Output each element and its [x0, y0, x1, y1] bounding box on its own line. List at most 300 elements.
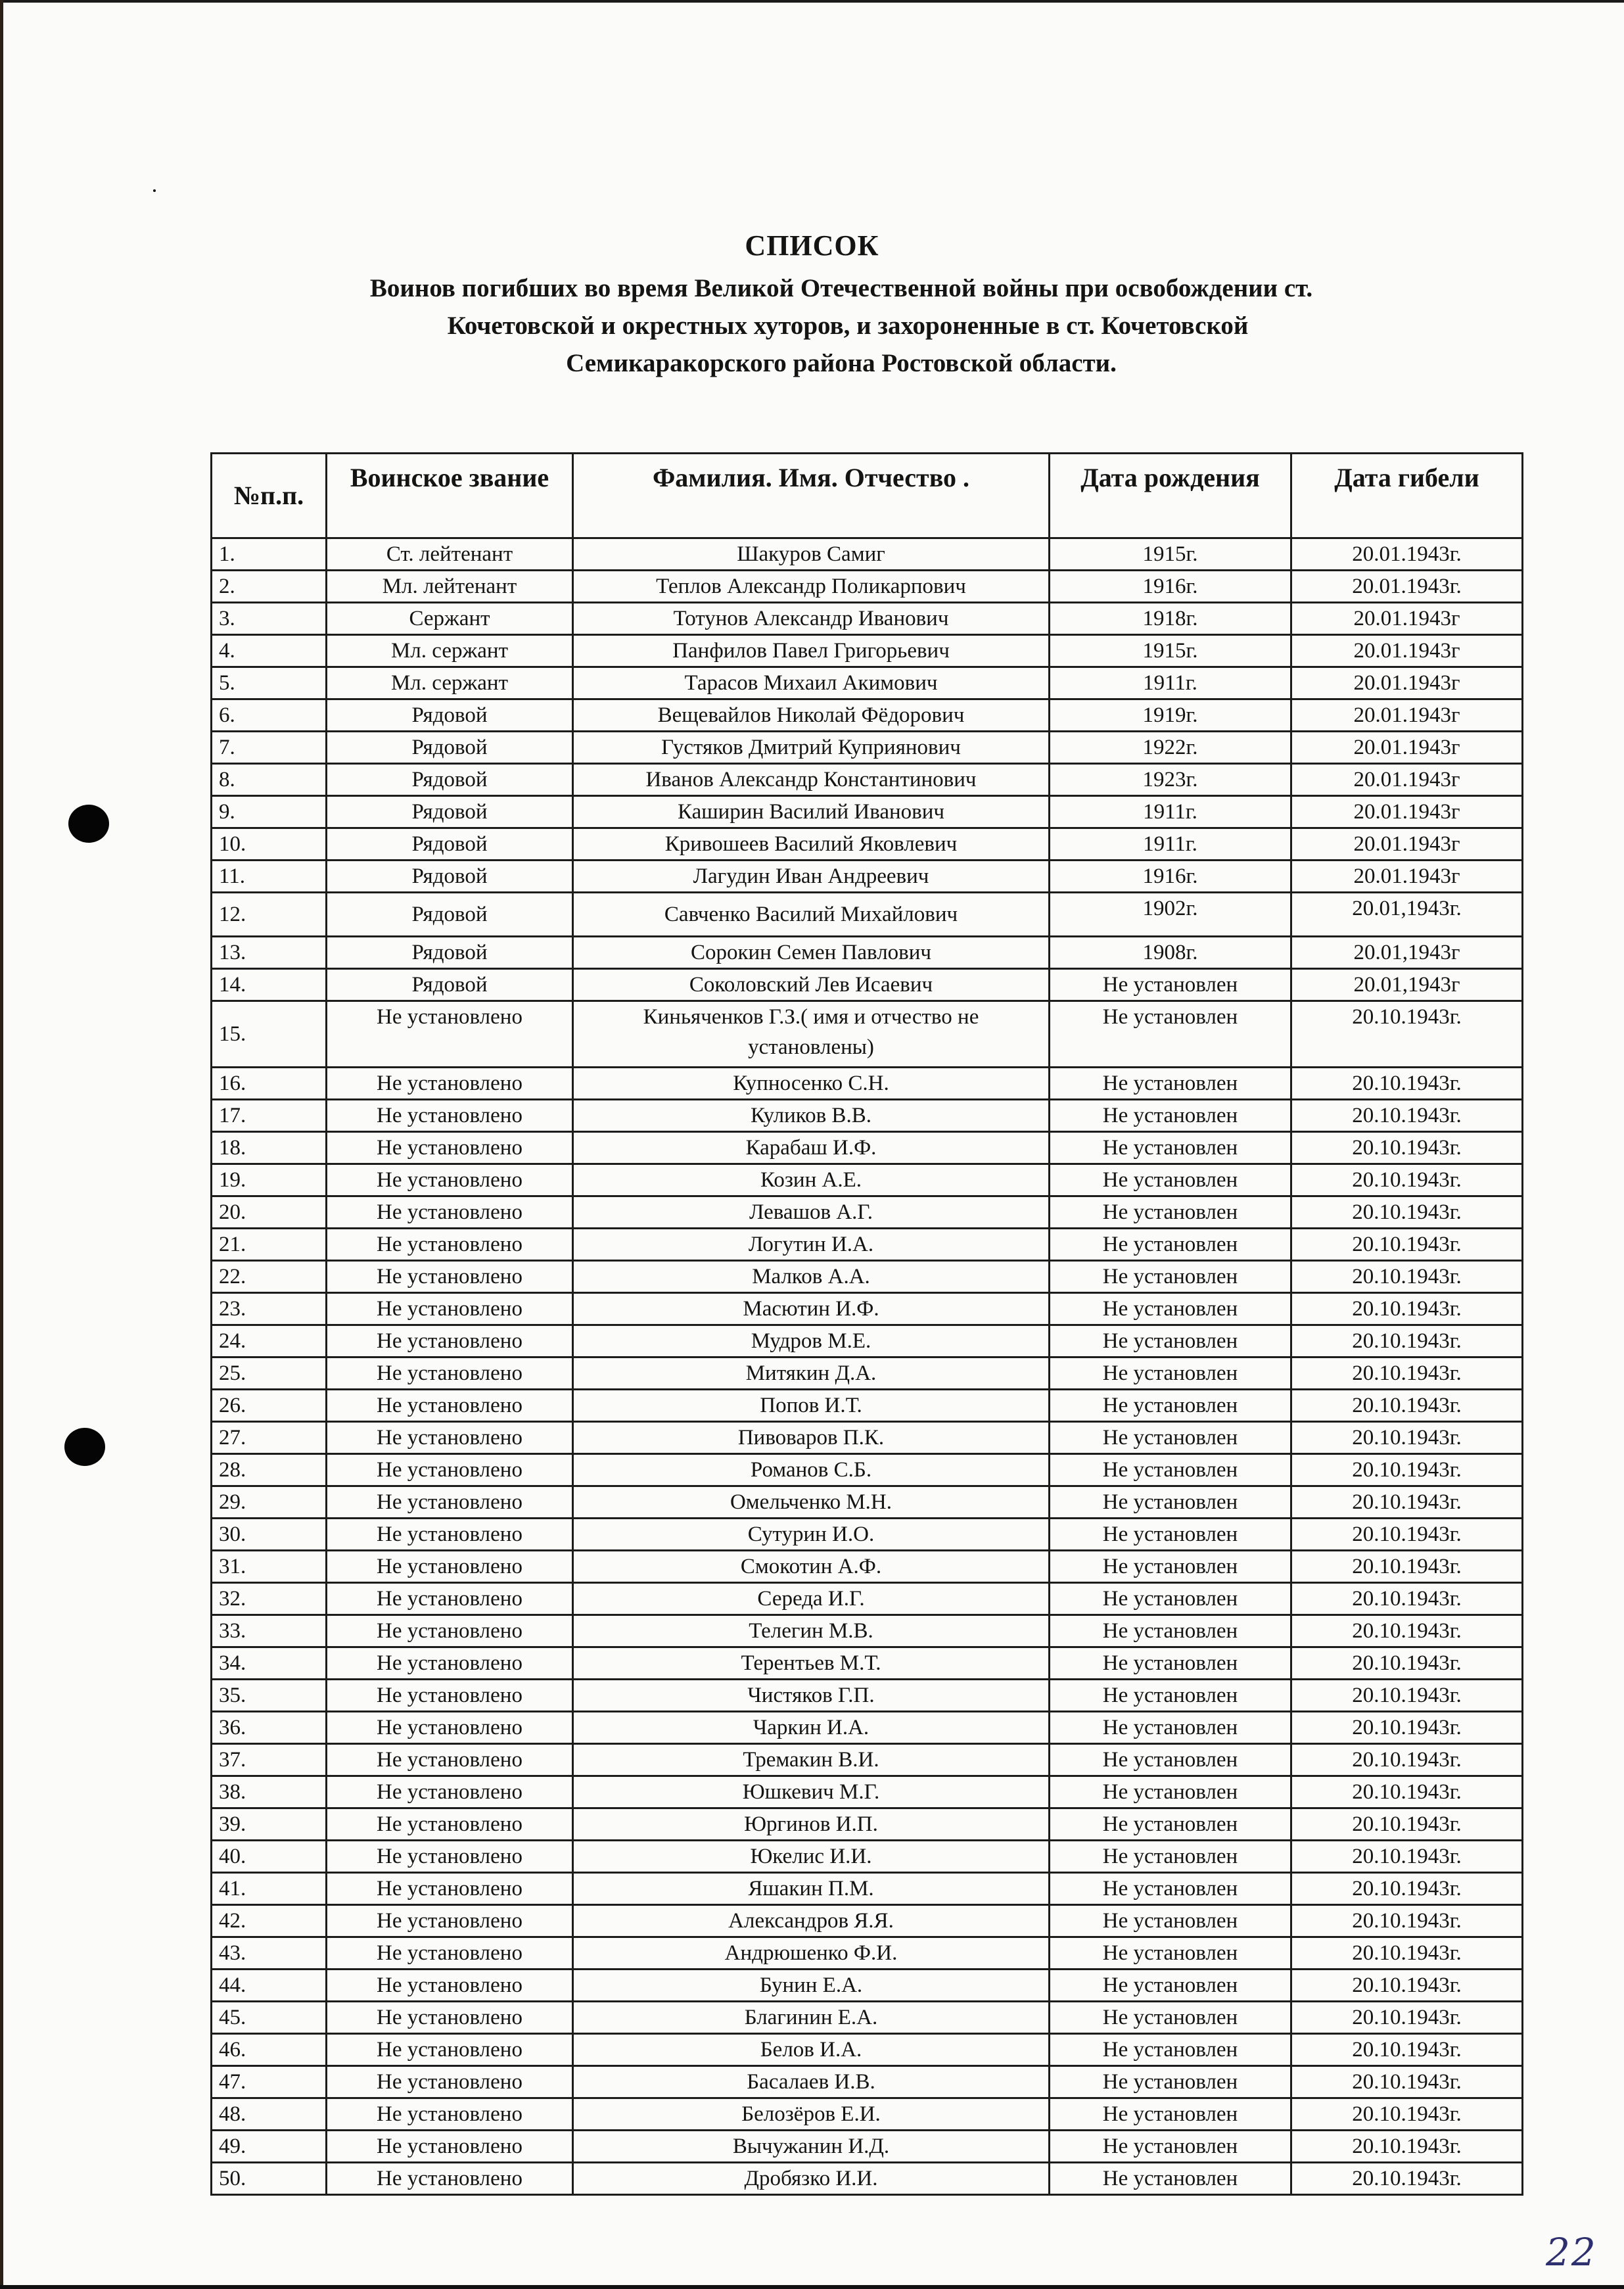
table-row: [212, 937, 1523, 969]
row-number: 20.: [212, 1196, 327, 1229]
row-rank: Не установлено: [327, 1357, 573, 1390]
table-row: [212, 2098, 1523, 2131]
row-full-name: Романов С.Б.: [573, 1454, 1050, 1486]
row-death-date: 20.01,1943г.: [1291, 893, 1523, 937]
table-row: [212, 1744, 1523, 1776]
row-full-name: Тотунов Александр Иванович: [573, 603, 1050, 635]
row-number: 8.: [212, 764, 327, 796]
row-rank: Не установлено: [327, 1132, 573, 1164]
row-birth-date: Не установлен: [1050, 1970, 1291, 2002]
header-full-name: Фамилия. Имя. Отчество .: [573, 454, 1050, 538]
row-rank: Не установлено: [327, 1486, 573, 1519]
row-birth-date: Не установлен: [1050, 2131, 1291, 2163]
scan-edge-left: [0, 0, 3, 2289]
row-death-date: 20.10.1943г.: [1291, 1647, 1523, 1680]
row-number: 1.: [212, 538, 327, 571]
row-birth-date: Не установлен: [1050, 1486, 1291, 1519]
header-birth-date: Дата рождения: [1050, 454, 1291, 538]
table-row: [212, 2131, 1523, 2163]
row-number: 24.: [212, 1325, 327, 1357]
row-full-name: Иванов Александр Константинович: [573, 764, 1050, 796]
row-rank: Рядовой: [327, 796, 573, 828]
row-rank: Не установлено: [327, 1001, 573, 1068]
row-rank: Не установлено: [327, 1100, 573, 1132]
row-number: 14.: [212, 969, 327, 1001]
row-birth-date: 1916г.: [1050, 571, 1291, 603]
row-birth-date: Не установлен: [1050, 1680, 1291, 1712]
table-row: [212, 1357, 1523, 1390]
row-full-name: Каширин Василий Иванович: [573, 796, 1050, 828]
table-row: [212, 1873, 1523, 1905]
row-death-date: 20.10.1943г.: [1291, 1132, 1523, 1164]
row-rank: Не установлено: [327, 1937, 573, 1970]
row-number: 23.: [212, 1293, 327, 1325]
row-number: 3.: [212, 603, 327, 635]
row-rank: Не установлено: [327, 1744, 573, 1776]
row-birth-date: 1911г.: [1050, 667, 1291, 699]
row-death-date: 20.01.1943г: [1291, 603, 1523, 635]
row-death-date: 20.10.1943г.: [1291, 2163, 1523, 2195]
row-death-date: 20.01.1943г: [1291, 732, 1523, 764]
row-rank: Не установлено: [327, 1390, 573, 1422]
row-full-name: Мудров М.Е.: [573, 1325, 1050, 1357]
row-number: 29.: [212, 1486, 327, 1519]
row-rank: Не установлено: [327, 1325, 573, 1357]
table-row: [212, 538, 1523, 571]
row-number: 34.: [212, 1647, 327, 1680]
row-full-name: Левашов А.Г.: [573, 1196, 1050, 1229]
row-rank: Ст. лейтенант: [327, 538, 573, 571]
row-full-name: Бунин Е.А.: [573, 1970, 1050, 2002]
row-birth-date: Не установлен: [1050, 969, 1291, 1001]
row-birth-date: Не установлен: [1050, 1712, 1291, 1744]
row-rank: Не установлено: [327, 1776, 573, 1808]
row-birth-date: Не установлен: [1050, 1196, 1291, 1229]
row-full-name: Малков А.А.: [573, 1261, 1050, 1293]
row-number: 31.: [212, 1551, 327, 1583]
row-death-date: 20.01.1943г: [1291, 828, 1523, 861]
row-number: 15.: [212, 1001, 327, 1068]
row-number: 11.: [212, 861, 327, 893]
table-row: [212, 1068, 1523, 1100]
row-full-name: Терентьев М.Т.: [573, 1647, 1050, 1680]
row-full-name: Омельченко М.Н.: [573, 1486, 1050, 1519]
row-birth-date: 1919г.: [1050, 699, 1291, 732]
row-death-date: 20.10.1943г.: [1291, 1841, 1523, 1873]
soldiers-list-table: [210, 452, 1523, 2196]
row-rank: Не установлено: [327, 1970, 573, 2002]
table-row: [212, 828, 1523, 861]
row-full-name: Александров Я.Я.: [573, 1905, 1050, 1937]
row-death-date: 20.10.1943г.: [1291, 1905, 1523, 1937]
row-number: 49.: [212, 2131, 327, 2163]
table-row: [212, 2066, 1523, 2098]
row-rank: Не установлено: [327, 2066, 573, 2098]
row-rank: Не установлено: [327, 1905, 573, 1937]
row-number: 45.: [212, 2002, 327, 2034]
row-birth-date: Не установлен: [1050, 1454, 1291, 1486]
table-row: [212, 635, 1523, 667]
row-number: 9.: [212, 796, 327, 828]
row-full-name: Андрюшенко Ф.И.: [573, 1937, 1050, 1970]
row-birth-date: Не установлен: [1050, 1390, 1291, 1422]
row-birth-date: Не установлен: [1050, 1583, 1291, 1615]
table-row: [212, 1776, 1523, 1808]
row-birth-date: 1902г.: [1050, 893, 1291, 937]
table-row: [212, 796, 1523, 828]
row-death-date: 20.10.1943г.: [1291, 1164, 1523, 1196]
row-birth-date: 1918г.: [1050, 603, 1291, 635]
row-rank: Не установлено: [327, 1680, 573, 1712]
row-death-date: 20.10.1943г.: [1291, 1873, 1523, 1905]
row-rank: Рядовой: [327, 893, 573, 937]
table-row: [212, 1325, 1523, 1357]
row-death-date: 20.10.1943г.: [1291, 1261, 1523, 1293]
row-full-name: Чистяков Г.П.: [573, 1680, 1050, 1712]
row-rank: Не установлено: [327, 1164, 573, 1196]
row-rank: Не установлено: [327, 1583, 573, 1615]
table-row: [212, 699, 1523, 732]
row-number: 30.: [212, 1519, 327, 1551]
scan-edge-top: [0, 0, 1624, 3]
row-birth-date: Не установлен: [1050, 1519, 1291, 1551]
hole-punch-upper: [68, 805, 109, 843]
row-full-name: Савченко Василий Михайлович: [573, 893, 1050, 937]
table-row: [212, 1164, 1523, 1196]
row-death-date: 20.10.1943г.: [1291, 1068, 1523, 1100]
row-rank: Не установлено: [327, 1229, 573, 1261]
row-birth-date: Не установлен: [1050, 1841, 1291, 1873]
row-full-name: Густяков Дмитрий Куприянович: [573, 732, 1050, 764]
row-birth-date: 1911г.: [1050, 796, 1291, 828]
row-birth-date: 1915г.: [1050, 635, 1291, 667]
row-full-name: Панфилов Павел Григорьевич: [573, 635, 1050, 667]
row-birth-date: Не установлен: [1050, 1164, 1291, 1196]
row-death-date: 20.10.1943г.: [1291, 1776, 1523, 1808]
row-death-date: 20.01.1943г: [1291, 635, 1523, 667]
row-death-date: 20.01.1943г.: [1291, 571, 1523, 603]
row-full-name: Тремакин В.И.: [573, 1744, 1050, 1776]
ink-speck: [153, 189, 156, 192]
table-row: [212, 1937, 1523, 1970]
row-full-name: Вычужанин И.Д.: [573, 2131, 1050, 2163]
row-full-name: Попов И.Т.: [573, 1390, 1050, 1422]
row-death-date: 20.10.1943г.: [1291, 1744, 1523, 1776]
table-row: [212, 1196, 1523, 1229]
row-death-date: 20.10.1943г.: [1291, 2131, 1523, 2163]
row-number: 18.: [212, 1132, 327, 1164]
row-number: 48.: [212, 2098, 327, 2131]
row-death-date: 20.10.1943г.: [1291, 1001, 1523, 1068]
table-row: [212, 1551, 1523, 1583]
row-rank: Не установлено: [327, 1519, 573, 1551]
row-number: 37.: [212, 1744, 327, 1776]
row-birth-date: 1915г.: [1050, 538, 1291, 571]
table-row: [212, 667, 1523, 699]
row-birth-date: 1911г.: [1050, 828, 1291, 861]
table-row: [212, 1390, 1523, 1422]
hole-punch-lower: [64, 1428, 105, 1466]
row-number: 27.: [212, 1422, 327, 1454]
table-row: [212, 969, 1523, 1001]
row-rank: Рядовой: [327, 764, 573, 796]
row-full-name: Тарасов Михаил Акимович: [573, 667, 1050, 699]
row-full-name: Басалаев И.В.: [573, 2066, 1050, 2098]
row-number: 32.: [212, 1583, 327, 1615]
row-birth-date: Не установлен: [1050, 1808, 1291, 1841]
row-full-name: Середа И.Г.: [573, 1583, 1050, 1615]
row-rank: Не установлено: [327, 1647, 573, 1680]
row-full-name: Лагудин Иван Андреевич: [573, 861, 1050, 893]
row-number: 13.: [212, 937, 327, 969]
row-death-date: 20.10.1943г.: [1291, 1937, 1523, 1970]
row-birth-date: Не установлен: [1050, 1325, 1291, 1357]
row-full-name: Яшакин П.М.: [573, 1873, 1050, 1905]
row-death-date: 20.01.1943г: [1291, 796, 1523, 828]
table-row: [212, 1615, 1523, 1647]
row-death-date: 20.10.1943г.: [1291, 2002, 1523, 2034]
table-row: [212, 2002, 1523, 2034]
row-full-name: Митякин Д.А.: [573, 1357, 1050, 1390]
row-birth-date: Не установлен: [1050, 1261, 1291, 1293]
table-row: [212, 732, 1523, 764]
document-subtitle-line-1: Воинов погибших во время Великой Отечественной войны при освобождении ст.: [369, 274, 1313, 302]
row-death-date: 20.10.1943г.: [1291, 1454, 1523, 1486]
row-rank: Не установлено: [327, 1068, 573, 1100]
row-full-name: Юргинов И.П.: [573, 1808, 1050, 1841]
row-number: 10.: [212, 828, 327, 861]
row-death-date: 20.10.1943г.: [1291, 1680, 1523, 1712]
row-rank: Рядовой: [327, 937, 573, 969]
row-death-date: 20.10.1943г.: [1291, 1583, 1523, 1615]
row-rank: Рядовой: [327, 699, 573, 732]
row-full-name: Смокотин А.Ф.: [573, 1551, 1050, 1583]
row-number: 28.: [212, 1454, 327, 1486]
row-full-name: Благинин Е.А.: [573, 2002, 1050, 2034]
row-birth-date: Не установлен: [1050, 2002, 1291, 2034]
table-row: [212, 1422, 1523, 1454]
row-full-name: Шакуров Самиг: [573, 538, 1050, 571]
row-number: 33.: [212, 1615, 327, 1647]
row-death-date: 20.10.1943г.: [1291, 2066, 1523, 2098]
row-number: 6.: [212, 699, 327, 732]
table-row: [212, 1970, 1523, 2002]
document-subtitle-line-3: Семикаракорского района Ростовской области.: [566, 349, 1117, 377]
table-row: [212, 1519, 1523, 1551]
row-full-name: Чаркин И.А.: [573, 1712, 1050, 1744]
row-rank: Не установлено: [327, 2098, 573, 2131]
row-birth-date: Не установлен: [1050, 1873, 1291, 1905]
row-number: 5.: [212, 667, 327, 699]
row-rank: Не установлено: [327, 2131, 573, 2163]
row-birth-date: Не установлен: [1050, 1357, 1291, 1390]
row-number: 44.: [212, 1970, 327, 2002]
row-rank: Не установлено: [327, 1712, 573, 1744]
table-row: [212, 1132, 1523, 1164]
row-death-date: 20.01,1943г: [1291, 937, 1523, 969]
row-birth-date: Не установлен: [1050, 1776, 1291, 1808]
row-number: 26.: [212, 1390, 327, 1422]
row-full-name: Козин А.Е.: [573, 1164, 1050, 1196]
row-rank: Рядовой: [327, 969, 573, 1001]
row-death-date: 20.10.1943г.: [1291, 1712, 1523, 1744]
table-row: [212, 764, 1523, 796]
row-full-name: Белозёров Е.И.: [573, 2098, 1050, 2131]
row-birth-date: 1916г.: [1050, 861, 1291, 893]
row-rank: Рядовой: [327, 861, 573, 893]
row-rank: Мл. сержант: [327, 635, 573, 667]
table-row: [212, 1261, 1523, 1293]
row-death-date: 20.10.1943г.: [1291, 1196, 1523, 1229]
document-subtitle-line-2: Кочетовской и окрестных хуторов, и захороненные в ст. Кочетовской: [447, 312, 1249, 340]
row-rank: Сержант: [327, 603, 573, 635]
header-rank: Воинское звание: [327, 454, 573, 538]
row-birth-date: Не установлен: [1050, 1229, 1291, 1261]
row-rank: Не установлено: [327, 1808, 573, 1841]
row-number: 47.: [212, 2066, 327, 2098]
row-full-name: Кривошеев Василий Яковлевич: [573, 828, 1050, 861]
row-number: 39.: [212, 1808, 327, 1841]
row-birth-date: Не установлен: [1050, 1132, 1291, 1164]
table-row: [212, 1712, 1523, 1744]
row-birth-date: Не установлен: [1050, 2034, 1291, 2066]
row-rank: Не установлено: [327, 2002, 573, 2034]
row-death-date: 20.10.1943г.: [1291, 1551, 1523, 1583]
row-rank: Не установлено: [327, 1551, 573, 1583]
row-full-name: Юкелис И.И.: [573, 1841, 1050, 1873]
table-row: [212, 861, 1523, 893]
row-birth-date: Не установлен: [1050, 2098, 1291, 2131]
row-death-date: 20.01.1943г: [1291, 861, 1523, 893]
row-rank: Не установлено: [327, 2163, 573, 2195]
row-number: 43.: [212, 1937, 327, 1970]
row-rank: Не установлено: [327, 1196, 573, 1229]
row-death-date: 20.10.1943г.: [1291, 1970, 1523, 2002]
row-birth-date: Не установлен: [1050, 1905, 1291, 1937]
table-row: [212, 1293, 1523, 1325]
row-number: 46.: [212, 2034, 327, 2066]
table-row: [212, 2163, 1523, 2195]
row-rank: Рядовой: [327, 828, 573, 861]
row-birth-date: 1908г.: [1050, 937, 1291, 969]
table-row: [212, 1841, 1523, 1873]
row-death-date: 20.01,1943г: [1291, 969, 1523, 1001]
row-rank: Не установлено: [327, 1873, 573, 1905]
row-full-name: Киньяченков Г.З.( имя и отчество не установлены): [573, 1001, 1050, 1068]
row-death-date: 20.10.1943г.: [1291, 1519, 1523, 1551]
row-death-date: 20.01.1943г: [1291, 667, 1523, 699]
header-number: №п.п.: [212, 454, 327, 538]
row-full-name: Куликов В.В.: [573, 1100, 1050, 1132]
handwritten-page-number: 22: [1546, 2230, 1597, 2275]
row-death-date: 20.10.1943г.: [1291, 1615, 1523, 1647]
row-full-name: Белов И.А.: [573, 2034, 1050, 2066]
row-birth-date: Не установлен: [1050, 1293, 1291, 1325]
row-number: 7.: [212, 732, 327, 764]
row-death-date: 20.10.1943г.: [1291, 1808, 1523, 1841]
row-number: 40.: [212, 1841, 327, 1873]
row-full-name: Сорокин Семен Павлович: [573, 937, 1050, 969]
row-full-name: Карабаш И.Ф.: [573, 1132, 1050, 1164]
row-death-date: 20.10.1943г.: [1291, 2098, 1523, 2131]
table-row: [212, 603, 1523, 635]
row-birth-date: 1922г.: [1050, 732, 1291, 764]
table-row: [212, 1905, 1523, 1937]
row-rank: Не установлено: [327, 1261, 573, 1293]
row-number: 25.: [212, 1357, 327, 1390]
row-rank: Не установлено: [327, 1841, 573, 1873]
row-birth-date: Не установлен: [1050, 1647, 1291, 1680]
row-death-date: 20.10.1943г.: [1291, 1229, 1523, 1261]
row-death-date: 20.10.1943г.: [1291, 1357, 1523, 1390]
table-header-row: [212, 454, 1523, 538]
row-rank: Не установлено: [327, 1615, 573, 1647]
row-full-name: Юшкевич М.Г.: [573, 1776, 1050, 1808]
row-full-name: Соколовский Лев Исаевич: [573, 969, 1050, 1001]
table-row: [212, 1100, 1523, 1132]
row-rank: Мл. сержант: [327, 667, 573, 699]
row-number: 36.: [212, 1712, 327, 1744]
row-death-date: 20.10.1943г.: [1291, 1100, 1523, 1132]
row-death-date: 20.01.1943г.: [1291, 538, 1523, 571]
row-birth-date: Не установлен: [1050, 1744, 1291, 1776]
row-rank: Не установлено: [327, 1422, 573, 1454]
row-number: 38.: [212, 1776, 327, 1808]
document-title: СПИСОК: [745, 229, 879, 262]
row-birth-date: Не установлен: [1050, 1422, 1291, 1454]
row-number: 4.: [212, 635, 327, 667]
row-number: 2.: [212, 571, 327, 603]
row-rank: Не установлено: [327, 1454, 573, 1486]
row-full-name: Вещевайлов Николай Фёдорович: [573, 699, 1050, 732]
row-death-date: 20.10.1943г.: [1291, 1325, 1523, 1357]
row-birth-date: Не установлен: [1050, 1068, 1291, 1100]
row-number: 50.: [212, 2163, 327, 2195]
row-rank: Не установлено: [327, 1293, 573, 1325]
row-number: 35.: [212, 1680, 327, 1712]
row-death-date: 20.10.1943г.: [1291, 1390, 1523, 1422]
header-death-date: Дата гибели: [1291, 454, 1523, 538]
table-row: [212, 571, 1523, 603]
row-death-date: 20.10.1943г.: [1291, 1293, 1523, 1325]
row-birth-date: Не установлен: [1050, 2163, 1291, 2195]
row-birth-date: Не установлен: [1050, 1551, 1291, 1583]
row-number: 41.: [212, 1873, 327, 1905]
row-birth-date: Не установлен: [1050, 1937, 1291, 1970]
row-death-date: 20.10.1943г.: [1291, 1422, 1523, 1454]
row-birth-date: Не установлен: [1050, 2066, 1291, 2098]
row-full-name: Телегин М.В.: [573, 1615, 1050, 1647]
row-full-name: Теплов Александр Поликарпович: [573, 571, 1050, 603]
table-row: [212, 1229, 1523, 1261]
table-row: [212, 1808, 1523, 1841]
row-full-name: Дробязко И.И.: [573, 2163, 1050, 2195]
table-row: [212, 893, 1523, 937]
table-row: [212, 1647, 1523, 1680]
row-rank: Мл. лейтенант: [327, 571, 573, 603]
table-row: [212, 1680, 1523, 1712]
table-row: [212, 1454, 1523, 1486]
row-full-name: Сутурин И.О.: [573, 1519, 1050, 1551]
row-number: 17.: [212, 1100, 327, 1132]
table-row: [212, 1583, 1523, 1615]
row-rank: Не установлено: [327, 2034, 573, 2066]
row-birth-date: Не установлен: [1050, 1001, 1291, 1068]
row-full-name: Пивоваров П.К.: [573, 1422, 1050, 1454]
row-death-date: 20.01.1943г: [1291, 764, 1523, 796]
scan-edge-bottom: [0, 2285, 1624, 2289]
table-body: [212, 538, 1523, 2195]
